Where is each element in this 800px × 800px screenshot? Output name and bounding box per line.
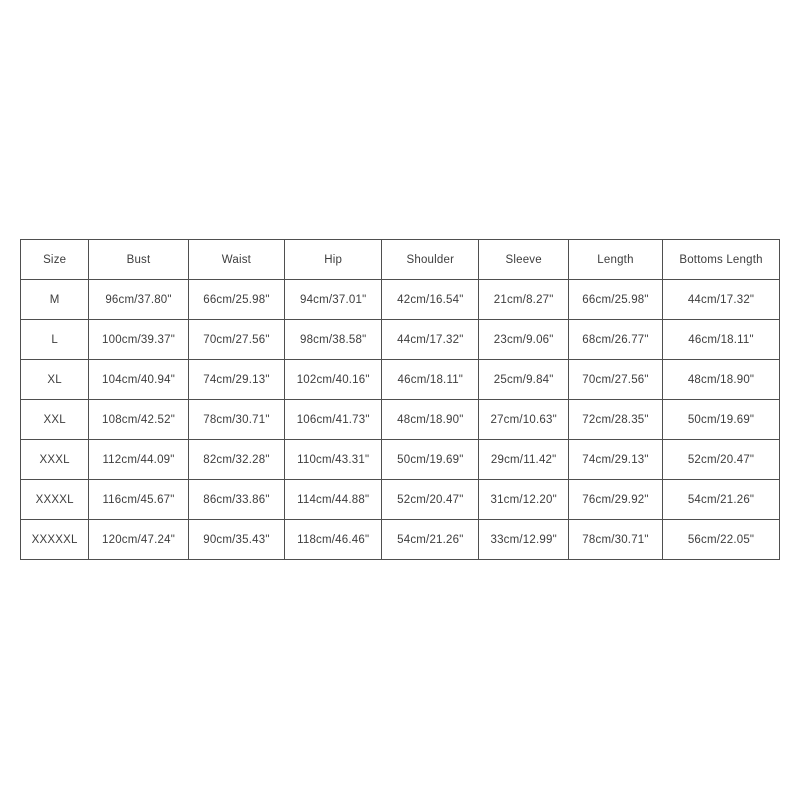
size-table bbox=[20, 239, 780, 560]
measurement-cell: 33cm/12.99" bbox=[479, 520, 569, 560]
column-header-sleeve: Sleeve bbox=[479, 240, 569, 280]
measurement-cell: 44cm/17.32" bbox=[382, 320, 479, 360]
measurement-cell: 52cm/20.47" bbox=[382, 480, 479, 520]
measurement-cell: 23cm/9.06" bbox=[479, 320, 569, 360]
measurement-cell: 27cm/10.63" bbox=[479, 400, 569, 440]
measurement-cell: 48cm/18.90" bbox=[663, 360, 780, 400]
size-label-cell: XXXXL bbox=[21, 480, 89, 520]
table-row bbox=[21, 360, 780, 400]
table-row bbox=[21, 400, 780, 440]
table-header bbox=[21, 240, 780, 280]
measurement-cell: 66cm/25.98" bbox=[188, 280, 284, 320]
measurement-cell: 90cm/35.43" bbox=[188, 520, 284, 560]
column-header-length: Length bbox=[568, 240, 662, 280]
column-header-shoulder: Shoulder bbox=[382, 240, 479, 280]
measurement-cell: 94cm/37.01" bbox=[285, 280, 382, 320]
measurement-cell: 46cm/18.11" bbox=[663, 320, 780, 360]
size-label-cell: XXL bbox=[21, 400, 89, 440]
measurement-cell: 116cm/45.67" bbox=[89, 480, 188, 520]
measurement-cell: 54cm/21.26" bbox=[663, 480, 780, 520]
measurement-cell: 66cm/25.98" bbox=[568, 280, 662, 320]
table-row bbox=[21, 480, 780, 520]
measurement-cell: 106cm/41.73" bbox=[285, 400, 382, 440]
measurement-cell: 112cm/44.09" bbox=[89, 440, 188, 480]
measurement-cell: 44cm/17.32" bbox=[663, 280, 780, 320]
size-label-cell: XXXL bbox=[21, 440, 89, 480]
measurement-cell: 120cm/47.24" bbox=[89, 520, 188, 560]
measurement-cell: 108cm/42.52" bbox=[89, 400, 188, 440]
measurement-cell: 31cm/12.20" bbox=[479, 480, 569, 520]
measurement-cell: 78cm/30.71" bbox=[188, 400, 284, 440]
table-row bbox=[21, 320, 780, 360]
table-row bbox=[21, 520, 780, 560]
measurement-cell: 70cm/27.56" bbox=[568, 360, 662, 400]
measurement-cell: 104cm/40.94" bbox=[89, 360, 188, 400]
measurement-cell: 46cm/18.11" bbox=[382, 360, 479, 400]
measurement-cell: 48cm/18.90" bbox=[382, 400, 479, 440]
measurement-cell: 50cm/19.69" bbox=[663, 400, 780, 440]
size-label-cell: XXXXXL bbox=[21, 520, 89, 560]
measurement-cell: 114cm/44.88" bbox=[285, 480, 382, 520]
measurement-cell: 76cm/29.92" bbox=[568, 480, 662, 520]
table-row bbox=[21, 440, 780, 480]
measurement-cell: 52cm/20.47" bbox=[663, 440, 780, 480]
size-label-cell: L bbox=[21, 320, 89, 360]
measurement-cell: 56cm/22.05" bbox=[663, 520, 780, 560]
measurement-cell: 72cm/28.35" bbox=[568, 400, 662, 440]
measurement-cell: 82cm/32.28" bbox=[188, 440, 284, 480]
measurement-cell: 78cm/30.71" bbox=[568, 520, 662, 560]
measurement-cell: 86cm/33.86" bbox=[188, 480, 284, 520]
measurement-cell: 74cm/29.13" bbox=[568, 440, 662, 480]
column-header-size: Size bbox=[21, 240, 89, 280]
measurement-cell: 25cm/9.84" bbox=[479, 360, 569, 400]
measurement-cell: 21cm/8.27" bbox=[479, 280, 569, 320]
measurement-cell: 68cm/26.77" bbox=[568, 320, 662, 360]
column-header-waist: Waist bbox=[188, 240, 284, 280]
header-row bbox=[21, 240, 780, 280]
measurement-cell: 102cm/40.16" bbox=[285, 360, 382, 400]
table-row bbox=[21, 280, 780, 320]
measurement-cell: 118cm/46.46" bbox=[285, 520, 382, 560]
measurement-cell: 54cm/21.26" bbox=[382, 520, 479, 560]
size-chart bbox=[20, 239, 780, 560]
measurement-cell: 42cm/16.54" bbox=[382, 280, 479, 320]
size-label-cell: M bbox=[21, 280, 89, 320]
size-label-cell: XL bbox=[21, 360, 89, 400]
measurement-cell: 74cm/29.13" bbox=[188, 360, 284, 400]
measurement-cell: 70cm/27.56" bbox=[188, 320, 284, 360]
measurement-cell: 100cm/39.37" bbox=[89, 320, 188, 360]
measurement-cell: 110cm/43.31" bbox=[285, 440, 382, 480]
table-body bbox=[21, 280, 780, 560]
column-header-bottoms-length: Bottoms Length bbox=[663, 240, 780, 280]
column-header-bust: Bust bbox=[89, 240, 188, 280]
measurement-cell: 98cm/38.58" bbox=[285, 320, 382, 360]
column-header-hip: Hip bbox=[285, 240, 382, 280]
measurement-cell: 50cm/19.69" bbox=[382, 440, 479, 480]
measurement-cell: 96cm/37.80" bbox=[89, 280, 188, 320]
measurement-cell: 29cm/11.42" bbox=[479, 440, 569, 480]
